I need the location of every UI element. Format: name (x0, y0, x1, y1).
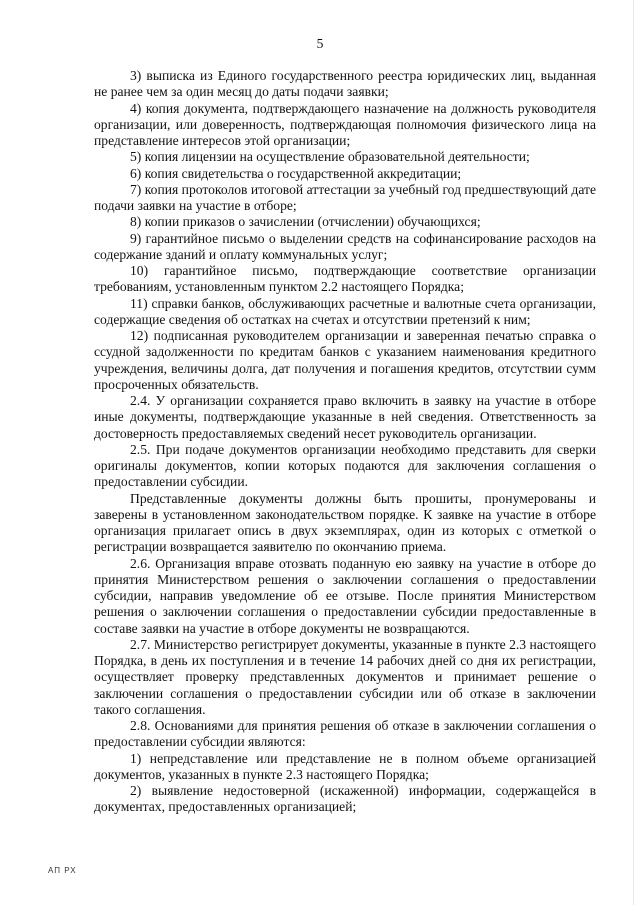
clause-2-6: 2.6. Организация вправе отозвать поданную ею заявку на участие в отборе до принятия Министерством решения о заключении соглашения о предоставлении субсидии, направив уведомление об ее отзыве. После принятия Министерством решения о заключении соглашения о предоставлении субсидии предоставленные в составе заявки на участие в отборе документы не возвращаются. (94, 555, 596, 636)
list-item-11: 11) справки банков, обслуживающих расчетные и валютные счета организации, содержащие сведения об остатках на счетах и отсутствии претензий к ним; (94, 295, 596, 327)
clause-2-7: 2.7. Министерство регистрирует документы, указанные в пункте 2.3 настоящего Порядка, в день их поступления и в течение 14 рабочих дней со дня их регистрации, осуществляет проверку представленных документов и принимает решение о заключении соглашения о предоставлении субсидии или об отказе в заключении такого соглашения. (94, 636, 596, 717)
list-item-12: 12) подписанная руководителем организации и заверенная печатью справка о ссудной задолженности по кредитам банков с указанием наименования кредитного учреждения, величины долга, дат получения и погашения кредитов, отсутствии сумм просроченных обязательств. (94, 328, 596, 392)
list-item-9: 9) гарантийное письмо о выделении средств на софинансирование расходов на содержание зданий и оплату коммунальных услуг; (94, 230, 596, 262)
footer-mark: АП РХ (48, 866, 77, 875)
list-item-7: 7) копия протоколов итоговой аттестации за учебный год предшествующий дате подачи заявки на участие в отборе; (94, 181, 596, 213)
list-item-5: 5) копия лицензии на осуществление образовательной деятельности; (130, 149, 530, 165)
clause-2-5-continued: Представленные документы должны быть прошиты, пронумерованы и заверены в установленном законодательством порядке. К заявке на участие в отборе организация прилагает опись в двух экземплярах, один из которых с отметкой о регистрации возвращается заявителю по окончанию приема. (94, 490, 596, 555)
clause-2-4: 2.4. У организации сохраняется право включить в заявку на участие в отборе иные документы, подтверждающие указанные в ней сведения. Ответственность за достоверность предоставляемых сведений несет руководитель организации. (94, 393, 596, 441)
clause-2-5: 2.5. При подаче документов организации необходимо представить для сверки оригиналы документов, копии которых подаются для заключения соглашения о предоставлении субсидии. (94, 441, 596, 490)
page-number: 5 (316, 36, 324, 51)
document-body (94, 68, 596, 816)
clause-2-8: 2.8. Основаниями для принятия решения об отказе в заключении соглашения о предоставлении субсидии являются: (94, 718, 596, 750)
list-item-6: 6) копия свидетельства о государственной аккредитации; (130, 165, 462, 181)
scan-edge (633, 0, 634, 905)
list-item-10: 10) гарантийное письмо, подтверждающие соответствие организации требованиям, установленным пунктом 2.2 настоящего Порядка; (94, 263, 596, 295)
list-item-8: 8) копии приказов о зачислении (отчислении) обучающихся; (130, 214, 481, 230)
refusal-ground-1: 1) непредставление или представление не в полном объеме организацией документов, указанных в пункте 2.3 настоящего Порядка; (94, 750, 596, 782)
list-item-3: 3) выписка из Единого государственного реестра юридических лиц, выданная не ранее чем за один месяц до даты подачи заявки; (94, 68, 596, 100)
list-item-4: 4) копия документа, подтверждающего назначение на должность руководителя организации, или доверенность, подтверждающая полномочия физического лица на представление интересов этой организации; (94, 100, 596, 148)
refusal-ground-2: 2) выявление недостоверной (искаженной) информации, содержащейся в документах, предоставленных организацией; (94, 783, 596, 815)
